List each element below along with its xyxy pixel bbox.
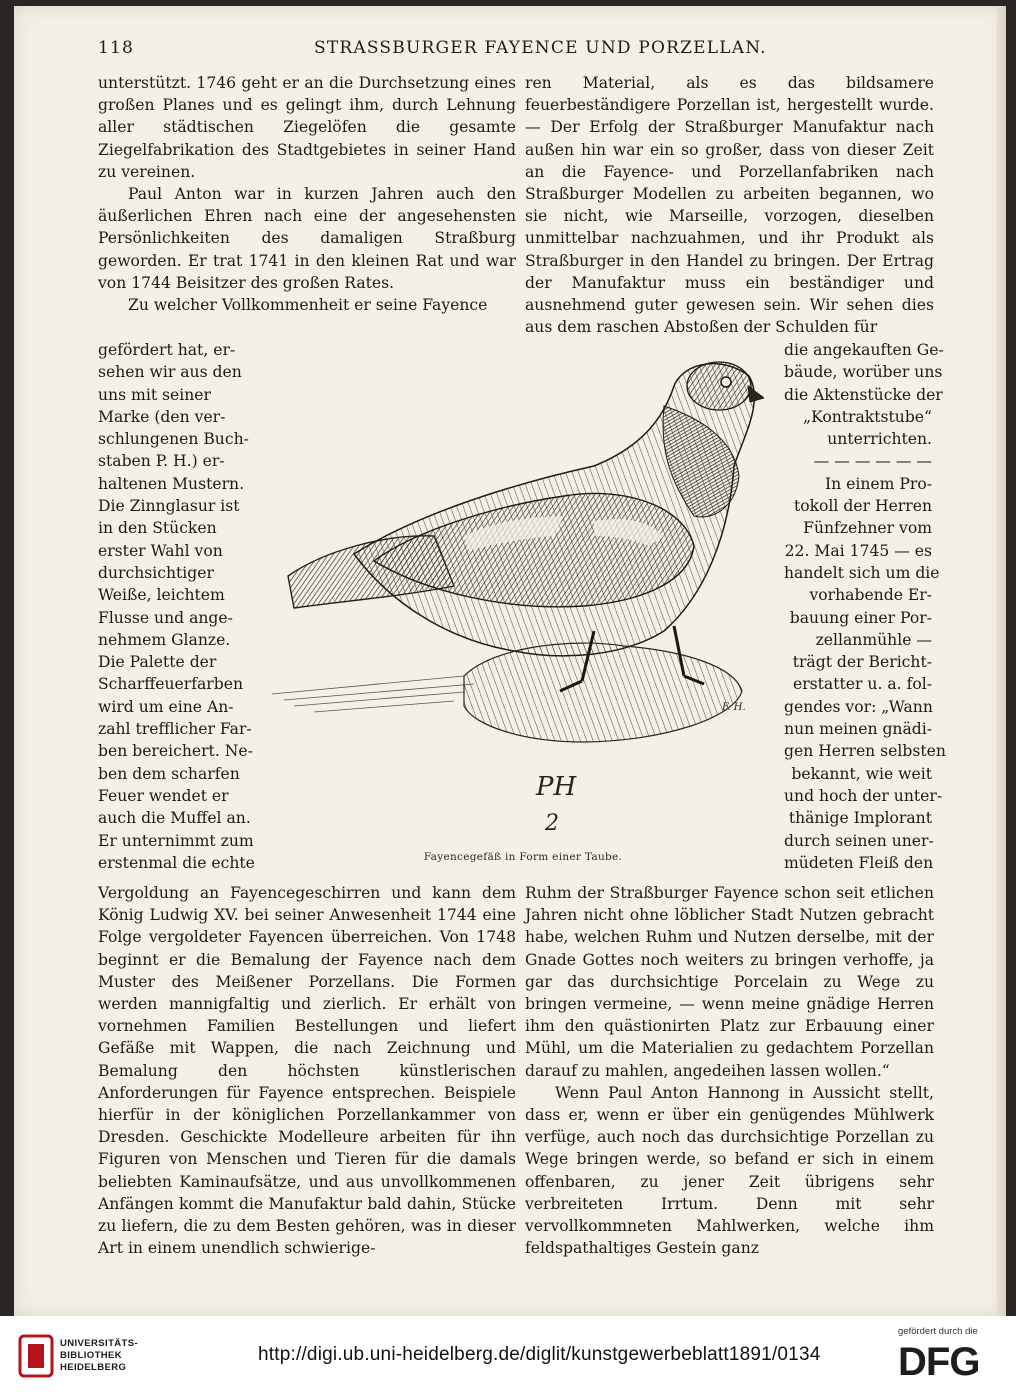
pigeon-figure	[264, 346, 764, 816]
dfg-logo: DFG	[898, 1340, 980, 1384]
funded-by-label: gefördert durch die	[898, 1326, 978, 1337]
text-line: gefördert hat, er-	[98, 341, 236, 359]
institution-name	[60, 1338, 138, 1374]
running-title: STRASSBURGER FAYENCE UND PORZELLAN.	[314, 38, 767, 58]
page-header	[14, 38, 1006, 64]
text-line: zellanmühle —	[815, 630, 932, 649]
text-line: nehmem Glanze.	[98, 630, 231, 649]
text-line: uns mit seiner	[98, 385, 211, 404]
pigeon-head	[687, 362, 751, 410]
text-line: die Aktenstücke der	[784, 385, 943, 404]
text-line: durchsichtiger	[98, 563, 214, 582]
text-line: in den Stücken	[98, 519, 217, 538]
left-column-bottom	[98, 882, 516, 1259]
text-line: müdeten Fleiß den	[784, 853, 934, 872]
text-line: tokoll der Herren	[793, 497, 932, 516]
text-line: In einem Pro-	[825, 474, 932, 493]
shadow-lines	[272, 676, 474, 712]
digitization-footer	[0, 1316, 1016, 1398]
page-number: 118	[98, 38, 135, 58]
text-line: bäude, worüber uns	[784, 363, 943, 382]
text-line: trägt der Bericht-	[792, 653, 932, 672]
text-line: bauung einer Por-	[789, 608, 932, 627]
figure-caption: Fayencegefäß in Form einer Taube.	[423, 851, 623, 863]
text-line: unterrichten.	[827, 430, 932, 449]
text-line: wird um eine An-	[98, 697, 234, 716]
text-line: auch die Muffel an.	[98, 809, 251, 828]
text-line: zahl trefflicher Far-	[98, 720, 252, 739]
pigeon-eye	[721, 377, 731, 387]
text-line: haltenen Mustern.	[98, 474, 245, 493]
institution-line: BIBLIOTHEK	[60, 1350, 123, 1361]
text-line: erstatter u. a. fol-	[792, 675, 932, 694]
text-line: schlungenen Buch-	[98, 430, 249, 449]
text-line: thänige Implorant	[788, 809, 932, 828]
right-column-top	[525, 72, 934, 338]
paragraph: Ruhm der Straßburger Fayence schon seit etlichen Jahren nicht ohne löblicher Stadt Nutzen gebracht habe, welchen Ruhm und Nutzen derselbe, mit der Gnade Gottes noch weiters zu bringen verhoffe, ja gar das durchsichtige Porcelain zu Wege zu bringen vermeine, — wenn meine gnädige Herren ihm den quästionirten Platz zur Erbauung einer Mühl, um die Materialien zu gedachtem Porzellan darauf zu mahlen, angedeihen lassen wollen.“	[525, 884, 934, 1080]
source-url-link[interactable]: http://digi.ub.uni-heidelberg.de/diglit/kunstgewerbeblatt1891/0134	[258, 1344, 821, 1365]
text-line: Die Zinnglasur ist	[98, 497, 240, 516]
text-line: nun meinen gnädi-	[784, 720, 932, 739]
scanned-page	[14, 6, 1006, 1316]
text-line: Weiße, leichtem	[98, 586, 225, 605]
mark-number: 2	[545, 811, 559, 836]
paragraph: unterstützt. 1746 geht er an die Durchsetzung eines großen Planes und es gelingt ihm, durch Lehnung aller städtischen Ziegelöfen die gesamte Ziegelfabrikation des Stadtgebietes in seiner Hand zu vereinen.	[98, 74, 516, 181]
page-edge-shadow	[996, 6, 1006, 1316]
left-column-top	[98, 72, 516, 316]
text-line: „Kontraktstube“	[803, 407, 932, 426]
text-line: Flusse und ange-	[98, 608, 233, 627]
left-column-narrow	[98, 339, 255, 874]
right-column-narrow	[784, 339, 946, 874]
paragraph: Paul Anton war in kurzen Jahren auch den äußerlichen Ehren nach eine der angesehensten Persönlichkeiten des damaligen Straßburg geworden. Er trat 1741 in den kleinen Rat und war von 1744 Beisitzer des großen Rates.	[98, 185, 516, 292]
text-line: bekannt, wie weit	[791, 764, 932, 783]
artist-initials: F. H.	[722, 702, 746, 713]
paragraph: Wenn Paul Anton Hannong in Aussicht stellt, dass er, wenn er über ein genügendes Mühlwerk verfüge, auch noch das durchsichtige Porzellan zu Wege bringen werde, so befand er sich in einem offenbaren, zu jener Zeit übrigens sehr verbreiteten Irrtum. Denn mit sehr vervollkommneten Mahlwerken, welche ihm feldspathaltiges Gestein ganz	[525, 1083, 934, 1258]
maker-monogram: PH	[536, 772, 577, 802]
paragraph: Zu welcher Vollkommenheit er seine Fayence	[128, 296, 488, 315]
text-line: Feuer wendet er	[98, 786, 229, 805]
text-line: Er unternimmt zum	[98, 831, 254, 850]
text-line: 22. Mai 1745 — es	[784, 541, 932, 560]
text-line: ben bereichert. Ne-	[98, 742, 253, 761]
paragraph: Vergoldung an Fayencegeschirren und kann dem König Ludwig XV. bei seiner Anwesenheit 1744 eine Folge vergoldeter Fayencen überreichen. Von 1748 beginnt er die Bemalung der Fayence nach dem Muster des Meißener Porzellans. Die Formen werden mannigfaltig und zierlich. Er erhält von vornehmen Familien Bestellungen und liefert Gefäße mit Wappen, die nach Zeichnung und Bemalung den höchsten künstlerischen Anforderungen für Fayence entsprechen. Beispiele hierfür in der königlichen Porzellankammer von Dresden. Geschickte Modelleure arbeiten für ihn Figuren von Menschen und Tieren für die damals beliebten Kaminaufsätze, und aus unvollkommenen Anfängen kommt die Manufaktur bald dahin, Stücke zu liefern, die zu dem Besten gehören, was in dieser Art in einem unendlich schwierige-	[98, 884, 516, 1258]
text-line: und hoch der unter-	[784, 786, 943, 805]
institution-line: HEIDELBERG	[60, 1362, 127, 1373]
text-line: durch seinen uner-	[784, 831, 934, 850]
text-line: Die Palette der	[98, 653, 217, 672]
text-line: — — — — — —	[813, 452, 932, 471]
text-line: vorhabende Er-	[809, 586, 932, 605]
paragraph: ren Material, als es das bildsamere feuerbeständigere Porzellan ist, hergestellt wurde. — Der Erfolg der Straßburger Manufaktur nach außen hin war ein so großer, dass von dieser Zeit an die Fayence- und Porzellanfabriken nach Straßburger Modellen zu arbeiten begannen, wo sie nicht, wie Marseille, vorzogen, dieselben unmittelbar nachzuahmen, und ihr Produkt als Straßburger in den Handel zu bringen. Der Ertrag der Manufaktur muss ein beständiger und ausnehmend guter gewesen sein. Wir sehen dies aus dem raschen Abstoßen der Schulden für	[525, 74, 934, 337]
text-line: Scharffeuerfarben	[98, 675, 244, 694]
institution-line: UNIVERSITÄTS-	[60, 1338, 139, 1349]
text-line: handelt sich um die	[784, 563, 940, 582]
text-line: Fünfzehner vom	[803, 519, 932, 538]
text-line: gendes vor: „Wann	[784, 697, 933, 716]
pigeon-beak	[748, 386, 764, 402]
text-line: erster Wahl von	[98, 541, 223, 560]
text-line: Marke (den ver-	[98, 407, 226, 426]
text-line: erstenmal die echte	[98, 853, 255, 872]
text-line: sehen wir aus den	[98, 363, 242, 382]
text-line: staben P. H.) er-	[98, 452, 225, 471]
figure-base	[464, 643, 742, 742]
right-column-bottom	[525, 882, 934, 1259]
text-line: ben dem scharfen	[98, 764, 240, 783]
university-seal-icon	[18, 1334, 54, 1378]
text-line: die angekauften Ge-	[784, 341, 944, 359]
text-line: gen Herren selbsten	[784, 742, 946, 761]
